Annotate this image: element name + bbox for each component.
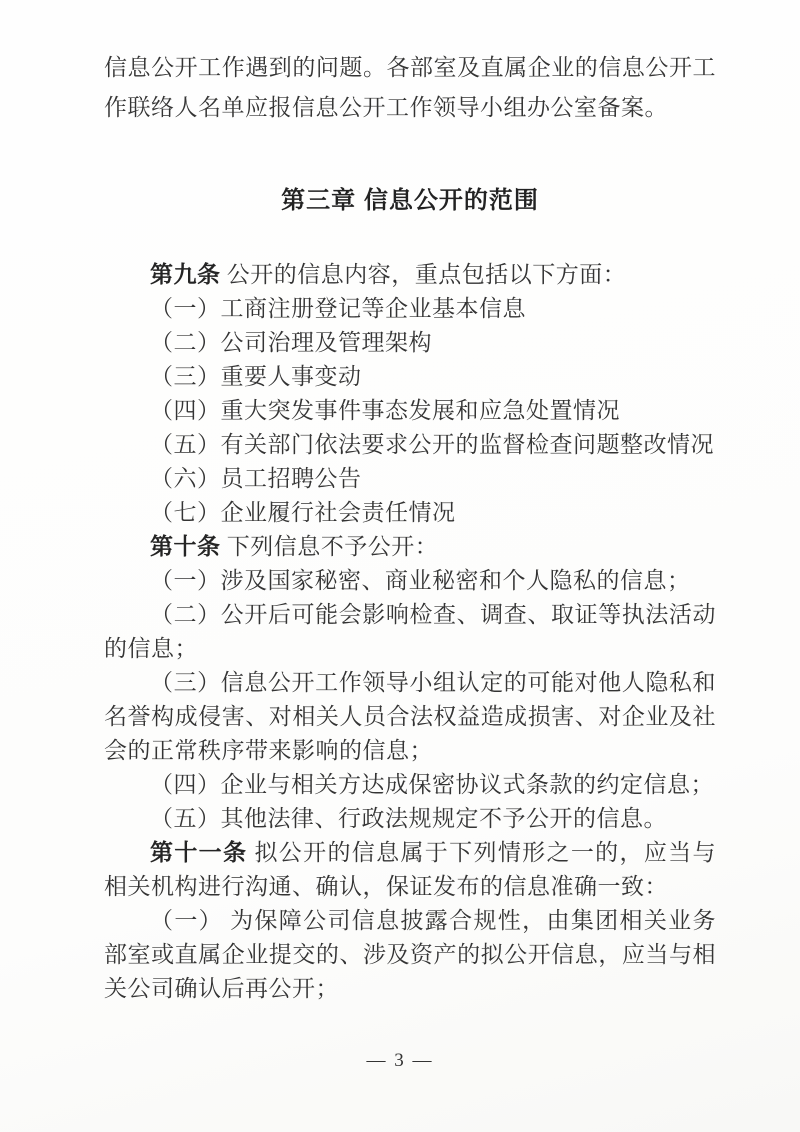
chapter-heading: 第三章 信息公开的范围 (281, 187, 539, 214)
body-paragraph: （五）其他法律、行政法规规定不予公开的信息。 (150, 806, 667, 831)
body-paragraph: （六）员工招聘公告 (150, 466, 362, 491)
page-number: — 3 — (366, 1050, 434, 1071)
body-paragraph: （一）工商注册登记等企业基本信息 (150, 296, 526, 321)
body-paragraph: （一）涉及国家秘密、商业秘密和个人隐私的信息； (150, 568, 691, 593)
body-paragraph: （四）重大突发事件事态发展和应急处置情况 (150, 398, 620, 423)
body-paragraph: 信息公开工作遇到的问题。各部室及直属企业的信息公开工作联络人名单应报信息公开工作领导小组办公室备案。 (104, 55, 716, 120)
article-number: 第十条 (150, 534, 221, 559)
body-paragraph: （二）公开后可能会影响检查、调查、取证等执法活动的信息； (104, 602, 716, 661)
body-paragraph: （二）公司治理及管理架构 (150, 330, 432, 355)
body-paragraph: （三）重要人事变动 (150, 364, 362, 389)
article-number: 第十一条 (150, 840, 248, 865)
document-body (104, 48, 716, 1006)
body-paragraph: 第十条 下列信息不予公开： (150, 534, 439, 559)
body-paragraph: 第九条 公开的信息内容，重点包括以下方面： (150, 262, 627, 287)
body-paragraph: （五）有关部门依法要求公开的监督检查问题整改情况 (150, 432, 714, 457)
article-number: 第九条 (150, 262, 221, 287)
body-paragraph: 第十一条 拟公开的信息属于下列情形之一的，应当与相关机构进行沟通、确认，保证发布的信息准确一致： (104, 840, 717, 899)
body-paragraph: （七）企业履行社会责任情况 (150, 500, 456, 525)
body-paragraph: （三）信息公开工作领导小组认定的可能对他人隐私和名誉构成侵害、对相关人员合法权益造成损害、对企业及社会的正常秩序带来影响的信息； (104, 670, 716, 763)
body-paragraph: （一） 为保障公司信息披露合规性，由集团相关业务部室或直属企业提交的、涉及资产的拟公开信息，应当与相关公司确认后再公开； (104, 908, 716, 1001)
body-paragraph: （四）企业与相关方达成保密协议式条款的约定信息； (150, 772, 714, 797)
